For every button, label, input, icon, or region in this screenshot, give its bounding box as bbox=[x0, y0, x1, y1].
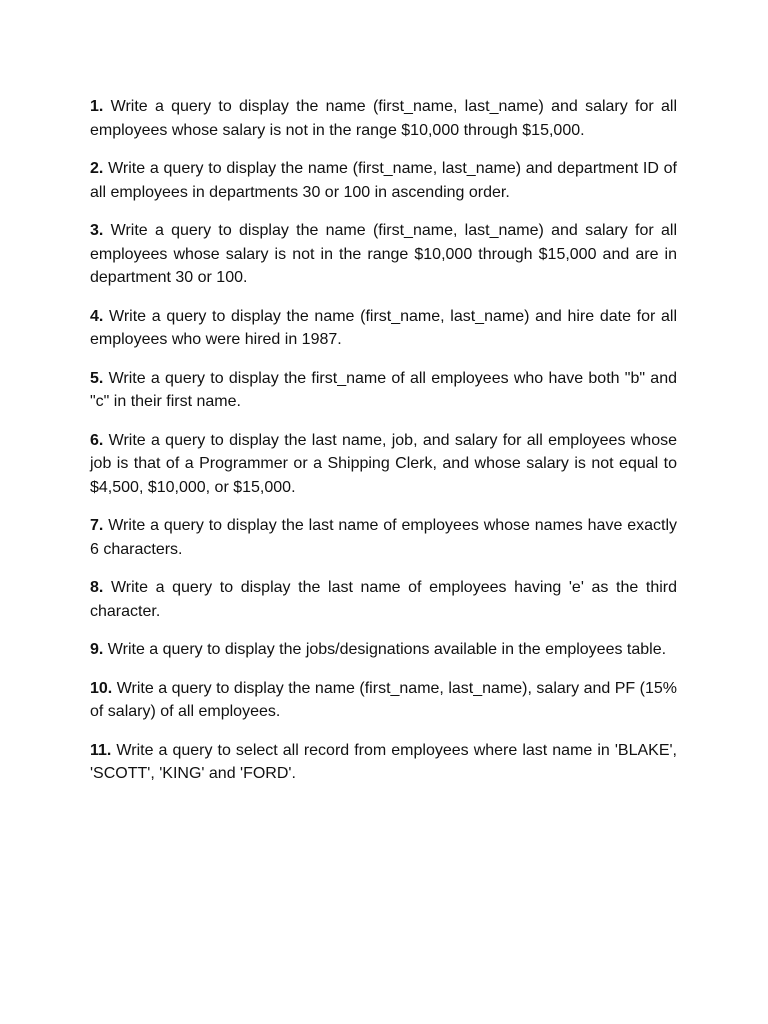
question-number: 10. bbox=[90, 679, 113, 697]
question-item bbox=[90, 305, 677, 352]
question-item bbox=[90, 739, 677, 786]
question-item bbox=[90, 638, 677, 662]
question-item bbox=[90, 367, 677, 414]
question-text: Write a query to display the name (first_name, last_name) and salary for all employees whose salary is not in the range $10,000 through $15,000 and are in department 30 or 100. bbox=[90, 222, 677, 286]
question-item bbox=[90, 514, 677, 561]
question-item bbox=[90, 677, 677, 724]
question-item bbox=[90, 429, 677, 500]
question-number: 1. bbox=[90, 98, 104, 115]
question-number: 3. bbox=[90, 222, 104, 239]
question-number: 9. bbox=[90, 641, 104, 658]
question-text: Write a query to display the first_name of all employees who have both "b" and "c" in their first name. bbox=[90, 369, 677, 410]
question-item bbox=[90, 219, 677, 290]
question-text: Write a query to display the last name of employees having 'e' as the third character. bbox=[90, 579, 677, 620]
question-number: 11. bbox=[90, 741, 112, 759]
question-text: Write a query to display the name (first_name, last_name) and hire date for all employees who were hired in 1987. bbox=[90, 307, 677, 348]
question-number: 5. bbox=[90, 369, 104, 387]
question-text: Write a query to select all record from employees where last name in 'BLAKE', 'SCOTT', 'KING' and 'FORD'. bbox=[90, 741, 678, 782]
question-text: Write a query to display the name (first_name, last_name) and department ID of all employees in departments 30 or 100 in ascending order. bbox=[90, 160, 677, 201]
question-number: 8. bbox=[90, 579, 104, 596]
question-list bbox=[90, 95, 677, 801]
question-number: 4. bbox=[90, 307, 104, 325]
question-text: Write a query to display the name (first_name, last_name), salary and PF (15% of salary) of all employees. bbox=[90, 679, 678, 720]
question-text: Write a query to display the last name of employees whose names have exactly 6 characters. bbox=[90, 517, 678, 558]
question-text: Write a query to display the last name, job, and salary for all employees whose job is that of a Programmer or a Shipping Clerk, and whose salary is not equal to $4,500, $10,000, or $15,000. bbox=[90, 431, 677, 496]
question-text: Write a query to display the name (first_name, last_name) and salary for all employees whose salary is not in the range $10,000 through $15,000. bbox=[90, 98, 677, 139]
question-text: Write a query to display the jobs/designations available in the employees table. bbox=[107, 641, 667, 658]
question-number: 2. bbox=[90, 160, 104, 177]
question-number: 7. bbox=[90, 517, 104, 534]
question-item bbox=[90, 576, 677, 623]
question-item bbox=[90, 95, 677, 142]
question-number: 6. bbox=[90, 431, 104, 449]
question-item bbox=[90, 157, 677, 204]
